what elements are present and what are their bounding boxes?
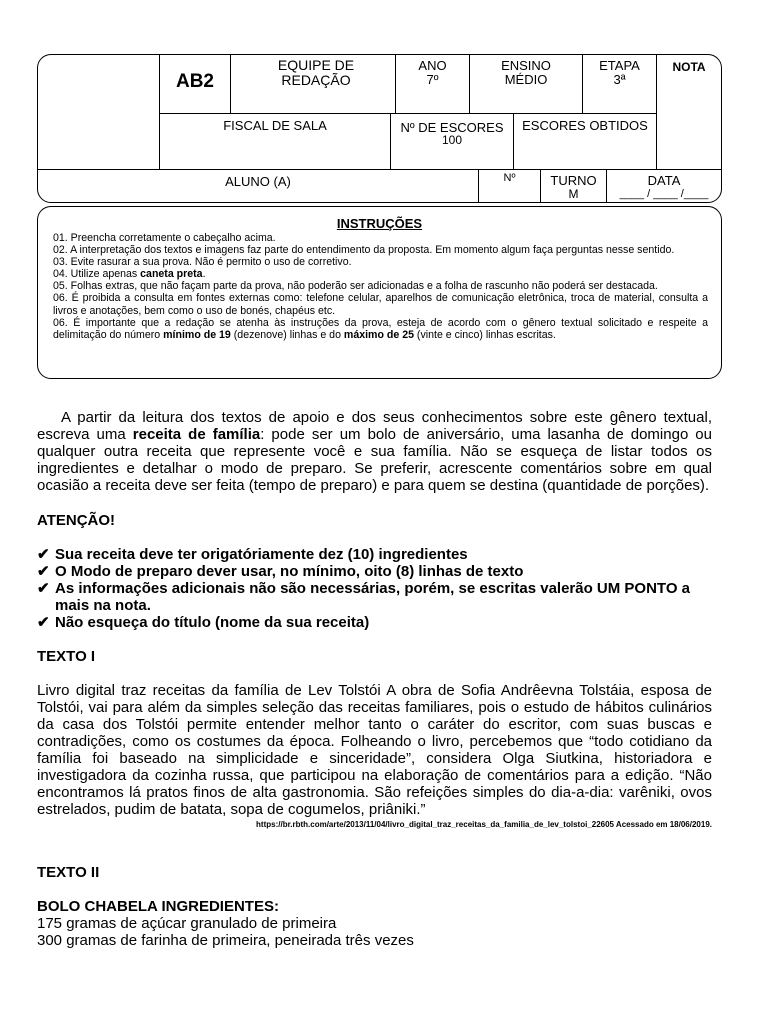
ano-label: ANO — [418, 58, 447, 73]
etapa-label: ETAPA — [599, 58, 640, 73]
exam-header — [37, 54, 722, 203]
turno-label: TURNO — [550, 173, 597, 188]
etapa-value: 3ª — [613, 72, 626, 87]
instruction-text: (vinte e cinco) linhas escritas. — [413, 328, 556, 341]
main-content — [37, 409, 712, 949]
check-icon: ✔ — [37, 563, 50, 580]
intro-paragraph — [37, 409, 712, 494]
atencao-item — [37, 563, 712, 580]
texto2-title: TEXTO II — [37, 864, 100, 881]
ensino-value: MÉDIO — [504, 72, 548, 87]
instruction-item: 01. Preencha corretamente o cabeçalho acima. — [53, 232, 276, 244]
ensino-label: ENSINO — [501, 58, 551, 73]
instruction-item: 06. É proibida a consulta em fontes externas como: telefone celular, aparelhos de comunicação eletrônica, troca de material, consulta a livros e anotações, bem como o uso de bonés, chapéus etc. — [53, 292, 708, 317]
ingredient-line: 175 gramas de açúcar granulado de primeira — [37, 915, 337, 932]
data-label: DATA — [647, 173, 681, 188]
intro-text: : pode ser um bolo de aniversário, uma lasanha de domingo ou qualquer outra receita que represente você e sua família. Não se esqueça de listar todos os ingredientes e detalhar o modo de preparo. Se preferir, acrescente comentários sobre em qual ocasião a receita deve ser feita (tempo de preparo) e para quem se destina (quantidade de porções). — [37, 426, 712, 494]
instruction-text: 04. Utilize apenas — [53, 268, 141, 281]
instruction-text: (dezenove) linhas e do — [230, 328, 344, 341]
instruction-item: 05. Folhas extras, que não façam parte da prova, não poderão ser adicionadas e a folha de rascunho não poderá ser destacada. — [53, 280, 658, 293]
instruction-text: 06. É importante que a redação se atenha às instruções da prova, esteja de acordo com o gênero textual solicitado e respeite a delimitação do número — [53, 316, 708, 341]
instruction-item — [53, 268, 708, 280]
header-row-divider-1 — [159, 113, 656, 114]
intro-emphasis: receita de família — [132, 426, 261, 443]
atencao-item — [37, 546, 712, 563]
instruction-item — [53, 317, 708, 341]
data-value: ____ / ____ /____ — [619, 188, 709, 200]
exam-code: AB2 — [175, 71, 214, 92]
texto1-title: TEXTO I — [37, 648, 96, 665]
equipe-label: EQUIPE DE REDAÇÃO — [277, 57, 355, 88]
check-icon: ✔ — [37, 546, 50, 563]
texto2-subtitle: BOLO CHABELA INGREDIENTES: — [37, 898, 279, 915]
texto1-body: Livro digital traz receitas da família de Lev Tolstói A obra de Sofia Andrêevna Tolstáia, esposa de Tolstói, vai para além da simples seleção das receitas familiares, pois o estudo de hábitos culinários da casa dos Tolstói permite entender melhor tanto o caráter do escritor, com suas buscas e contradições, como os costumes da época. Folheando o livro, percebemos que “todo cotidiano da família foi baseado na simplicidade e sinceridade”, considera Olga Siutkina, historiadora e investigadora da cozinha russa, que participou na elaboração de comentários para a edição. “Não encontramos lá pratos finos de alta gastronomia. São refeições simples do dia-a-dia: varêniki, ovos estrelados, pudim de batata, sopa de cogumelos, priâniki.” — [37, 682, 712, 818]
instruction-emphasis: caneta preta — [140, 268, 203, 281]
instruction-text: . — [202, 268, 206, 281]
atencao-item — [37, 580, 712, 614]
instructions-box — [37, 206, 722, 379]
texto1-source: https://br.rbth.com/arte/2013/11/04/livro_digital_traz_receitas_da_familia_de_lev_tolstoi_22605 Acessado em 18/06/2019. — [256, 820, 712, 829]
atencao-item — [37, 614, 712, 631]
numero-label: Nº — [503, 172, 516, 184]
atencao-title: ATENÇÃO! — [37, 512, 116, 529]
escores-obtidos-label: ESCORES OBTIDOS — [522, 118, 648, 133]
fiscal-de-sala-label: FISCAL DE SALA — [223, 118, 327, 133]
instruction-item: 02. A interpretação dos textos e imagens faz parte do entendimento da proposta. Em momento algum faça perguntas nesse sentido. — [53, 244, 675, 257]
escores-value: 100 — [441, 133, 463, 147]
escores-label: Nº DE ESCORES — [400, 120, 504, 135]
check-icon: ✔ — [37, 614, 50, 631]
atencao-item-text: Não esqueça do título (nome da sua receita) — [55, 614, 370, 631]
nota-label: NOTA — [672, 60, 706, 74]
instructions-title: INSTRUÇÕES — [336, 216, 423, 231]
intro-text: A partir da leitura dos textos de apoio e dos seus conhecimentos sobre este gênero textual, escreva uma — [37, 409, 712, 443]
ano-value: 7º — [426, 72, 439, 87]
aluno-label: ALUNO (A) — [225, 174, 291, 189]
atencao-item-text: Sua receita deve ter origatóriamente dez (10) ingredientes — [55, 546, 468, 563]
atencao-item-text: As informações adicionais não são necessárias, porém, se escritas valerão UM PONTO a mais na nota. — [55, 580, 691, 614]
atencao-list — [37, 546, 712, 631]
instruction-emphasis: máximo de 25 — [343, 328, 414, 341]
instruction-emphasis: mínimo de 19 — [163, 328, 231, 341]
check-icon: ✔ — [37, 580, 50, 597]
instructions-list — [53, 232, 708, 341]
header-row-divider-2 — [38, 169, 721, 170]
instruction-item: 03. Evite rasurar a sua prova. Não é permito o uso de corretivo. — [53, 256, 352, 269]
ingredient-line: 300 gramas de farinha de primeira, peneirada três vezes — [37, 932, 414, 949]
atencao-item-text: O Modo de preparo dever usar, no mínimo, oito (8) linhas de texto — [55, 563, 524, 580]
turno-value: M — [568, 187, 579, 201]
